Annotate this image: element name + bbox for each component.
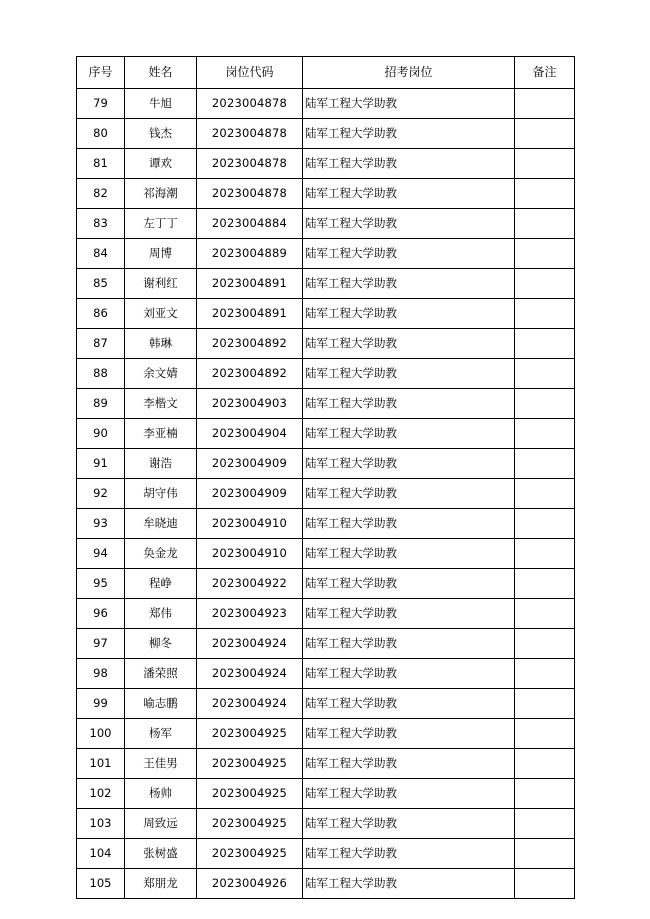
cell-seq: 103 — [77, 809, 125, 839]
cell-seq: 96 — [77, 599, 125, 629]
cell-note — [515, 599, 575, 629]
cell-note — [515, 779, 575, 809]
cell-note — [515, 269, 575, 299]
table-row — [77, 299, 575, 329]
cell-seq: 81 — [77, 149, 125, 179]
cell-note — [515, 119, 575, 149]
cell-note — [515, 209, 575, 239]
cell-code: 2023004925 — [197, 719, 303, 749]
cell-seq: 79 — [77, 89, 125, 119]
cell-post: 陆军工程大学助教 — [303, 419, 515, 449]
table-row — [77, 539, 575, 569]
cell-code: 2023004904 — [197, 419, 303, 449]
cell-name: 韩琳 — [125, 329, 197, 359]
cell-code: 2023004903 — [197, 389, 303, 419]
cell-name: 潘荣照 — [125, 659, 197, 689]
cell-name: 牛旭 — [125, 89, 197, 119]
cell-note — [515, 89, 575, 119]
roster-table — [76, 56, 575, 899]
cell-post: 陆军工程大学助教 — [303, 539, 515, 569]
cell-note — [515, 299, 575, 329]
cell-post: 陆军工程大学助教 — [303, 359, 515, 389]
cell-note — [515, 149, 575, 179]
cell-name: 左丁丁 — [125, 209, 197, 239]
cell-code: 2023004924 — [197, 659, 303, 689]
cell-note — [515, 239, 575, 269]
table-row — [77, 389, 575, 419]
cell-post: 陆军工程大学助教 — [303, 809, 515, 839]
table-row — [77, 359, 575, 389]
table-row — [77, 179, 575, 209]
cell-code: 2023004925 — [197, 809, 303, 839]
cell-note — [515, 689, 575, 719]
table-row — [77, 149, 575, 179]
cell-post: 陆军工程大学助教 — [303, 719, 515, 749]
cell-code: 2023004884 — [197, 209, 303, 239]
cell-seq: 86 — [77, 299, 125, 329]
cell-note — [515, 479, 575, 509]
cell-code: 2023004925 — [197, 839, 303, 869]
cell-code: 2023004878 — [197, 179, 303, 209]
table-body — [77, 89, 575, 899]
cell-name: 王佳男 — [125, 749, 197, 779]
cell-post: 陆军工程大学助教 — [303, 269, 515, 299]
cell-seq: 102 — [77, 779, 125, 809]
table-row — [77, 89, 575, 119]
cell-seq: 93 — [77, 509, 125, 539]
cell-name: 程峥 — [125, 569, 197, 599]
cell-note — [515, 749, 575, 779]
cell-post: 陆军工程大学助教 — [303, 89, 515, 119]
cell-note — [515, 839, 575, 869]
cell-post: 陆军工程大学助教 — [303, 119, 515, 149]
cell-note — [515, 809, 575, 839]
table-row — [77, 119, 575, 149]
cell-post: 陆军工程大学助教 — [303, 389, 515, 419]
table-row — [77, 869, 575, 899]
cell-seq: 83 — [77, 209, 125, 239]
cell-post: 陆军工程大学助教 — [303, 689, 515, 719]
cell-seq: 105 — [77, 869, 125, 899]
cell-code: 2023004925 — [197, 749, 303, 779]
column-header-post: 招考岗位 — [303, 57, 515, 89]
cell-post: 陆军工程大学助教 — [303, 299, 515, 329]
table-row — [77, 719, 575, 749]
cell-post: 陆军工程大学助教 — [303, 449, 515, 479]
cell-code: 2023004909 — [197, 479, 303, 509]
cell-seq: 87 — [77, 329, 125, 359]
cell-seq: 98 — [77, 659, 125, 689]
cell-post: 陆军工程大学助教 — [303, 329, 515, 359]
cell-name: 祁海潮 — [125, 179, 197, 209]
table-row — [77, 269, 575, 299]
cell-code: 2023004924 — [197, 689, 303, 719]
table-row — [77, 599, 575, 629]
cell-code: 2023004878 — [197, 149, 303, 179]
cell-note — [515, 659, 575, 689]
cell-name: 郑朋龙 — [125, 869, 197, 899]
cell-name: 谢利红 — [125, 269, 197, 299]
cell-post: 陆军工程大学助教 — [303, 749, 515, 779]
cell-seq: 104 — [77, 839, 125, 869]
column-header-name: 姓名 — [125, 57, 197, 89]
cell-name: 柳冬 — [125, 629, 197, 659]
cell-name: 余文婧 — [125, 359, 197, 389]
table-row — [77, 629, 575, 659]
cell-note — [515, 329, 575, 359]
cell-seq: 92 — [77, 479, 125, 509]
cell-note — [515, 449, 575, 479]
cell-seq: 99 — [77, 689, 125, 719]
cell-code: 2023004878 — [197, 89, 303, 119]
cell-seq: 84 — [77, 239, 125, 269]
cell-note — [515, 359, 575, 389]
cell-code: 2023004924 — [197, 629, 303, 659]
column-header-seq: 序号 — [77, 57, 125, 89]
cell-code: 2023004926 — [197, 869, 303, 899]
table-row — [77, 419, 575, 449]
cell-code: 2023004925 — [197, 779, 303, 809]
cell-post: 陆军工程大学助教 — [303, 779, 515, 809]
table-row — [77, 569, 575, 599]
cell-name: 周博 — [125, 239, 197, 269]
roster-table-wrapper — [76, 56, 574, 899]
cell-note — [515, 869, 575, 899]
table-row — [77, 839, 575, 869]
cell-name: 李亚楠 — [125, 419, 197, 449]
table-row — [77, 329, 575, 359]
cell-seq: 97 — [77, 629, 125, 659]
table-row — [77, 779, 575, 809]
cell-seq: 91 — [77, 449, 125, 479]
cell-code: 2023004910 — [197, 509, 303, 539]
cell-seq: 89 — [77, 389, 125, 419]
cell-seq: 100 — [77, 719, 125, 749]
cell-name: 谭欢 — [125, 149, 197, 179]
cell-post: 陆军工程大学助教 — [303, 239, 515, 269]
cell-name: 奂金龙 — [125, 539, 197, 569]
cell-name: 郑伟 — [125, 599, 197, 629]
column-header-code: 岗位代码 — [197, 57, 303, 89]
cell-code: 2023004891 — [197, 269, 303, 299]
cell-name: 周致远 — [125, 809, 197, 839]
table-row — [77, 209, 575, 239]
header-row — [77, 57, 575, 89]
cell-seq: 82 — [77, 179, 125, 209]
cell-seq: 90 — [77, 419, 125, 449]
cell-code: 2023004922 — [197, 569, 303, 599]
cell-name: 杨军 — [125, 719, 197, 749]
cell-seq: 101 — [77, 749, 125, 779]
cell-code: 2023004923 — [197, 599, 303, 629]
table-row — [77, 239, 575, 269]
cell-note — [515, 509, 575, 539]
cell-post: 陆军工程大学助教 — [303, 629, 515, 659]
cell-name: 杨帅 — [125, 779, 197, 809]
cell-seq: 80 — [77, 119, 125, 149]
table-row — [77, 749, 575, 779]
cell-note — [515, 419, 575, 449]
cell-code: 2023004909 — [197, 449, 303, 479]
cell-seq: 95 — [77, 569, 125, 599]
cell-post: 陆军工程大学助教 — [303, 479, 515, 509]
cell-post: 陆军工程大学助教 — [303, 599, 515, 629]
cell-code: 2023004889 — [197, 239, 303, 269]
cell-name: 胡守伟 — [125, 479, 197, 509]
cell-code: 2023004892 — [197, 329, 303, 359]
column-header-note: 备注 — [515, 57, 575, 89]
cell-name: 刘亚文 — [125, 299, 197, 329]
cell-post: 陆军工程大学助教 — [303, 509, 515, 539]
cell-note — [515, 539, 575, 569]
cell-post: 陆军工程大学助教 — [303, 209, 515, 239]
cell-seq: 94 — [77, 539, 125, 569]
cell-post: 陆军工程大学助教 — [303, 839, 515, 869]
cell-code: 2023004891 — [197, 299, 303, 329]
cell-name: 喻志鹏 — [125, 689, 197, 719]
cell-seq: 88 — [77, 359, 125, 389]
cell-post: 陆军工程大学助教 — [303, 569, 515, 599]
cell-post: 陆军工程大学助教 — [303, 659, 515, 689]
cell-post: 陆军工程大学助教 — [303, 149, 515, 179]
cell-name: 谢浩 — [125, 449, 197, 479]
table-row — [77, 809, 575, 839]
cell-name: 李楷文 — [125, 389, 197, 419]
cell-name: 钱杰 — [125, 119, 197, 149]
cell-seq: 85 — [77, 269, 125, 299]
cell-note — [515, 179, 575, 209]
cell-note — [515, 629, 575, 659]
cell-code: 2023004910 — [197, 539, 303, 569]
cell-name: 张树盛 — [125, 839, 197, 869]
cell-post: 陆军工程大学助教 — [303, 869, 515, 899]
table-row — [77, 509, 575, 539]
cell-code: 2023004892 — [197, 359, 303, 389]
cell-code: 2023004878 — [197, 119, 303, 149]
cell-name: 牟晓迪 — [125, 509, 197, 539]
cell-note — [515, 569, 575, 599]
table-row — [77, 689, 575, 719]
cell-note — [515, 389, 575, 419]
table-row — [77, 449, 575, 479]
cell-post: 陆军工程大学助教 — [303, 179, 515, 209]
table-row — [77, 659, 575, 689]
table-header — [77, 57, 575, 89]
table-row — [77, 479, 575, 509]
cell-note — [515, 719, 575, 749]
